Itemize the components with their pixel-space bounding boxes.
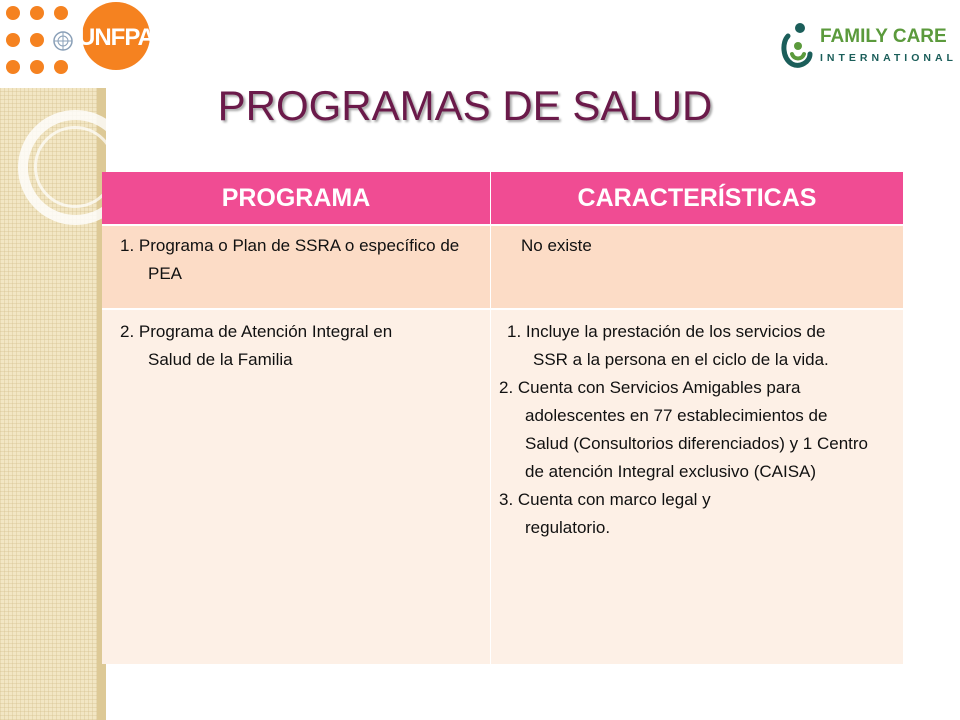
logo-dot bbox=[54, 60, 68, 74]
header-programa: PROGRAMA bbox=[102, 172, 491, 224]
logo-dot bbox=[6, 33, 20, 47]
logo-dot bbox=[30, 6, 44, 20]
caracteristica-item: 3. Cuenta con marco legal y regulatorio. bbox=[499, 490, 711, 537]
programa-text: 2. Programa de Atención Integral en Salud de la Familia bbox=[120, 322, 393, 369]
table-row bbox=[102, 224, 903, 308]
un-emblem-icon bbox=[52, 30, 74, 52]
table-cell-caracteristicas bbox=[491, 226, 903, 308]
caracteristica-item: 1. Incluye la prestación de los servicios de SSR a la persona en el ciclo de la vida. bbox=[507, 322, 829, 369]
logo-dot bbox=[30, 60, 44, 74]
programs-table bbox=[102, 172, 903, 664]
family-care-logo bbox=[780, 22, 955, 70]
slide-title: PROGRAMAS DE SALUD bbox=[217, 82, 713, 129]
caracteristicas-text: No existe bbox=[521, 236, 592, 255]
table-cell-programa bbox=[102, 310, 491, 664]
unfpa-logo bbox=[0, 0, 160, 82]
programa-text: 1. Programa o Plan de SSRA o específico de PEA bbox=[120, 236, 460, 283]
caracteristica-item: 2. Cuenta con Servicios Amigables para adolescentes en 77 establecimientos de Salud (Consultorios diferenciados) y 1 Centro de atención Integral exclusivo (CAISA) bbox=[499, 378, 869, 481]
table-header-row bbox=[102, 172, 903, 224]
header-caracteristicas: CARACTERÍSTICAS bbox=[491, 172, 903, 224]
table-cell-programa bbox=[102, 226, 491, 308]
unfpa-logo-text: UNFPA bbox=[78, 24, 154, 51]
family-care-logo-line2: INTERNATIONAL bbox=[820, 52, 957, 64]
logo-dot bbox=[6, 6, 20, 20]
logo-dot bbox=[54, 6, 68, 20]
logo-dot bbox=[30, 33, 44, 47]
family-figure-icon bbox=[780, 22, 816, 68]
family-care-logo-line1: FAMILY CARE bbox=[820, 26, 947, 47]
table-row bbox=[102, 308, 903, 664]
logo-dot bbox=[6, 60, 20, 74]
table-cell-caracteristicas bbox=[491, 310, 903, 664]
